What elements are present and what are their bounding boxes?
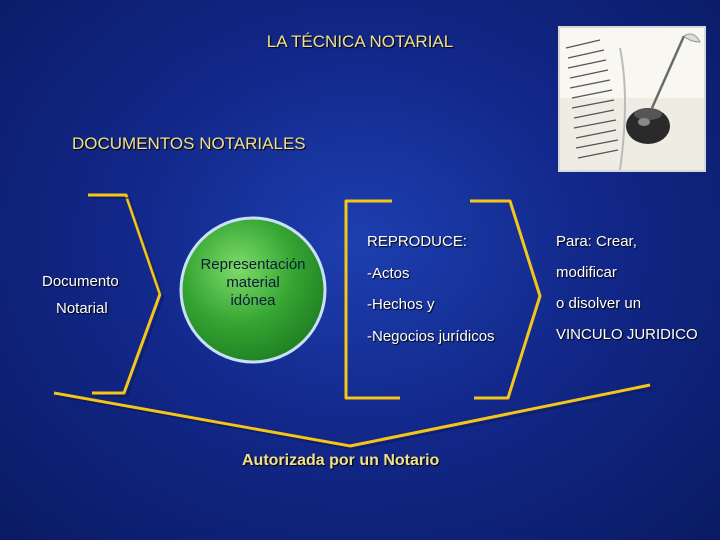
slide-title: LA TÉCNICA NOTARIAL [266,32,454,51]
converge-lines [54,385,650,446]
right-item-3: o disolver un [556,295,642,312]
right-item-2: modificar [556,264,617,281]
circle-line-2: material [226,274,280,291]
document-pen-illustration [560,28,704,170]
middle-item-3: -Hechos y [367,296,435,313]
middle-item-1: REPRODUCE: [367,233,468,250]
right-bracket-close [470,201,540,398]
section-subtitle: DOCUMENTOS NOTARIALES [72,134,306,153]
middle-item-2: -Actos [367,265,410,282]
circle-text [178,256,328,310]
left-bracket [88,195,160,393]
footer-caption: Autorizada por un Notario [242,452,440,469]
right-item-1: Para: Crear, [556,233,637,250]
notary-document-photo [558,26,706,172]
middle-item-4: -Negocios jurídicos [367,328,495,345]
right-item-4: VINCULO JURIDICO [556,326,698,343]
term-documento: Documento [42,273,119,290]
circle-line-3: idónea [230,292,276,309]
circle-line-1: Representación [200,256,306,273]
term-notarial: Notarial [56,300,108,317]
